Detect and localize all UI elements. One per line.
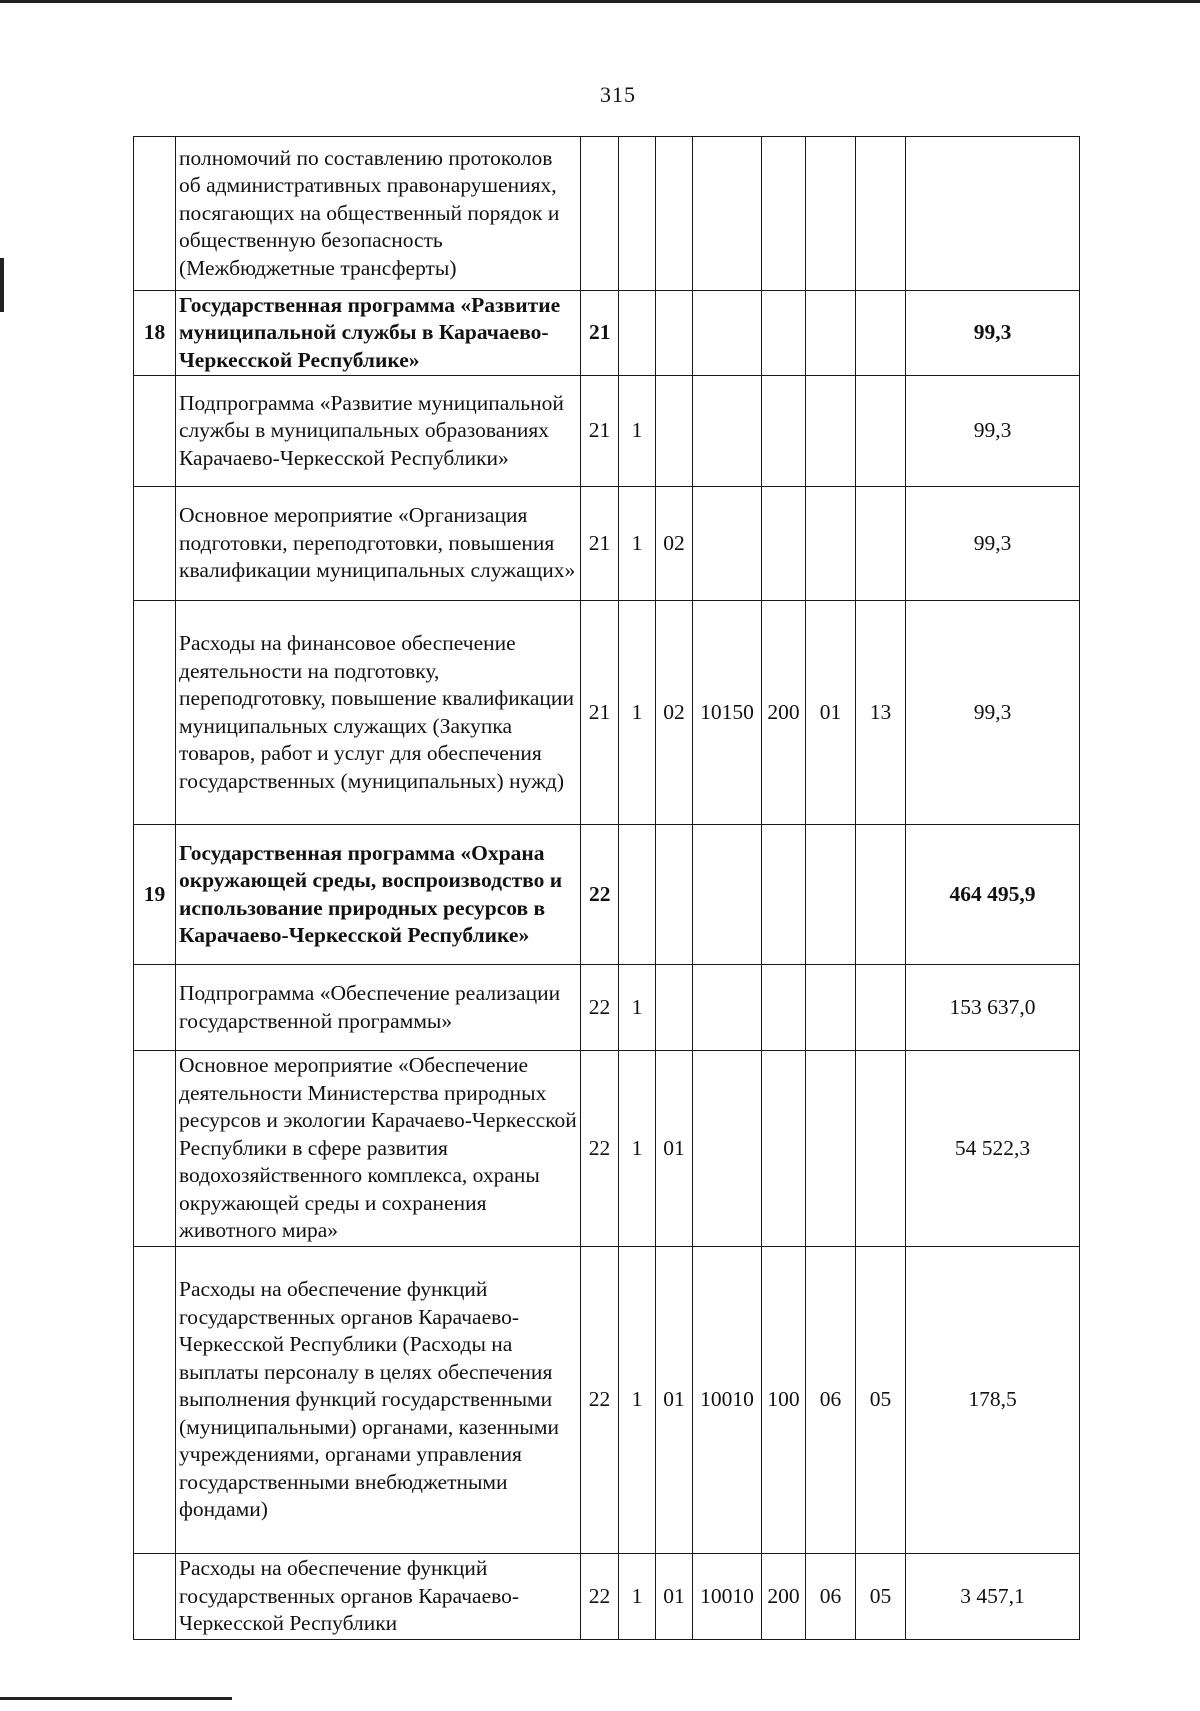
pp-code-cell <box>619 825 656 965</box>
left-margin-mark <box>0 258 4 312</box>
om-code-cell: 01 <box>656 1247 693 1554</box>
om-code-cell <box>656 825 693 965</box>
expense-type-cell: 100 <box>762 1247 806 1554</box>
row-name-cell: Расходы на финансовое обеспечение деятельности на подготовку, переподготовку, повышение квалификации муниципальных служащих (Закупка товаров, работ и услуг для обеспечения государственных (муниципальных) нужд) <box>176 601 581 825</box>
table-row <box>134 291 1080 376</box>
amount-cell: 99,3 <box>906 376 1080 487</box>
pp-code-cell <box>619 291 656 376</box>
pp-code-cell <box>619 137 656 291</box>
subsection-code-cell: 13 <box>856 601 906 825</box>
expense-type-cell: 200 <box>762 1554 806 1640</box>
direction-code-cell: 10010 <box>693 1247 762 1554</box>
expense-type-cell <box>762 1051 806 1247</box>
section-code-cell <box>806 291 856 376</box>
subsection-code-cell: 05 <box>856 1247 906 1554</box>
pp-code-cell: 1 <box>619 376 656 487</box>
pp-code-cell: 1 <box>619 965 656 1051</box>
subsection-code-cell <box>856 137 906 291</box>
amount-cell: 178,5 <box>906 1247 1080 1554</box>
table-row <box>134 1247 1080 1554</box>
gp-code-cell: 22 <box>581 825 619 965</box>
direction-code-cell <box>693 487 762 601</box>
amount-cell: 54 522,3 <box>906 1051 1080 1247</box>
gp-code-cell: 21 <box>581 601 619 825</box>
gp-code-cell: 21 <box>581 291 619 376</box>
table-row <box>134 965 1080 1051</box>
direction-code-cell: 10010 <box>693 1554 762 1640</box>
table-row <box>134 376 1080 487</box>
gp-code-cell <box>581 137 619 291</box>
amount-cell: 464 495,9 <box>906 825 1080 965</box>
section-code-cell <box>806 825 856 965</box>
table-row <box>134 601 1080 825</box>
row-number-cell <box>134 965 176 1051</box>
section-code-cell <box>806 965 856 1051</box>
section-code-cell <box>806 376 856 487</box>
row-number-cell: 19 <box>134 825 176 965</box>
expense-type-cell <box>762 137 806 291</box>
expense-type-cell <box>762 291 806 376</box>
footnote-rule <box>0 1697 232 1700</box>
row-number-cell: 18 <box>134 291 176 376</box>
section-code-cell <box>806 137 856 291</box>
gp-code-cell: 22 <box>581 965 619 1051</box>
direction-code-cell: 10150 <box>693 601 762 825</box>
row-name-cell: Расходы на обеспечение функций государственных органов Карачаево-Черкесской Республики (Расходы на выплаты персоналу в целях обеспечения выполнения функций государственными (муниципальными) органами, казенными учреждениями, органами управления государственными внебюджетными фондами) <box>176 1247 581 1554</box>
subsection-code-cell <box>856 487 906 601</box>
section-code-cell: 01 <box>806 601 856 825</box>
expense-type-cell <box>762 825 806 965</box>
direction-code-cell <box>693 1051 762 1247</box>
amount-cell: 99,3 <box>906 487 1080 601</box>
subsection-code-cell <box>856 1051 906 1247</box>
row-name-cell: Расходы на обеспечение функций государственных органов Карачаево-Черкесской Республики <box>176 1554 581 1640</box>
expense-type-cell <box>762 965 806 1051</box>
gp-code-cell: 22 <box>581 1247 619 1554</box>
direction-code-cell <box>693 965 762 1051</box>
om-code-cell <box>656 965 693 1051</box>
page-number: 315 <box>600 82 636 107</box>
pp-code-cell: 1 <box>619 1247 656 1554</box>
row-name-cell: полномочий по составлению протоколов об административных правонарушениях, посягающих на общественный порядок и общественную безопасность (Межбюджетные трансферты) <box>176 137 581 291</box>
gp-code-cell: 21 <box>581 487 619 601</box>
direction-code-cell <box>693 137 762 291</box>
om-code-cell <box>656 291 693 376</box>
table-row <box>134 1051 1080 1247</box>
row-number-cell <box>134 487 176 601</box>
row-number-cell <box>134 376 176 487</box>
pp-code-cell: 1 <box>619 487 656 601</box>
pp-code-cell: 1 <box>619 1554 656 1640</box>
direction-code-cell <box>693 376 762 487</box>
section-code-cell: 06 <box>806 1247 856 1554</box>
row-number-cell <box>134 601 176 825</box>
row-number-cell <box>134 1554 176 1640</box>
row-name-cell: Подпрограмма «Развитие муниципальной службы в муниципальных образованиях Карачаево-Черкесской Республики» <box>176 376 581 487</box>
subsection-code-cell: 05 <box>856 1554 906 1640</box>
direction-code-cell <box>693 825 762 965</box>
expense-type-cell <box>762 487 806 601</box>
amount-cell: 153 637,0 <box>906 965 1080 1051</box>
table-row <box>134 1554 1080 1640</box>
row-number-cell <box>134 1247 176 1554</box>
pp-code-cell: 1 <box>619 1051 656 1247</box>
om-code-cell: 01 <box>656 1051 693 1247</box>
om-code-cell: 02 <box>656 601 693 825</box>
budget-table <box>133 136 1080 1640</box>
expense-type-cell: 200 <box>762 601 806 825</box>
table-row <box>134 487 1080 601</box>
gp-code-cell: 22 <box>581 1554 619 1640</box>
amount-cell: 99,3 <box>906 291 1080 376</box>
gp-code-cell: 21 <box>581 376 619 487</box>
subsection-code-cell <box>856 825 906 965</box>
expense-type-cell <box>762 376 806 487</box>
table-row <box>134 825 1080 965</box>
om-code-cell: 01 <box>656 1554 693 1640</box>
section-code-cell <box>806 1051 856 1247</box>
subsection-code-cell <box>856 376 906 487</box>
row-name-cell: Государственная программа «Охрана окружающей среды, воспроизводство и использование природных ресурсов в Карачаево-Черкесской Республике» <box>176 825 581 965</box>
amount-cell: 3 457,1 <box>906 1554 1080 1640</box>
subsection-code-cell <box>856 291 906 376</box>
row-number-cell <box>134 137 176 291</box>
gp-code-cell: 22 <box>581 1051 619 1247</box>
row-name-cell: Основное мероприятие «Организация подготовки, переподготовки, повышения квалификации муниципальных служащих» <box>176 487 581 601</box>
row-name-cell: Подпрограмма «Обеспечение реализации государственной программы» <box>176 965 581 1051</box>
om-code-cell <box>656 376 693 487</box>
top-edge-rule <box>0 0 1200 3</box>
amount-cell <box>906 137 1080 291</box>
section-code-cell <box>806 487 856 601</box>
row-number-cell <box>134 1051 176 1247</box>
om-code-cell: 02 <box>656 487 693 601</box>
om-code-cell <box>656 137 693 291</box>
subsection-code-cell <box>856 965 906 1051</box>
table-row <box>134 137 1080 291</box>
section-code-cell: 06 <box>806 1554 856 1640</box>
amount-cell: 99,3 <box>906 601 1080 825</box>
pp-code-cell: 1 <box>619 601 656 825</box>
row-name-cell: Основное мероприятие «Обеспечение деятельности Министерства природных ресурсов и экологии Карачаево-Черкесской Республики в сфере развития водохозяйственного комплекса, охраны окружающей среды и сохранения животного мира» <box>176 1051 581 1247</box>
row-name-cell: Государственная программа «Развитие муниципальной службы в Карачаево-Черкесской Республике» <box>176 291 581 376</box>
direction-code-cell <box>693 291 762 376</box>
